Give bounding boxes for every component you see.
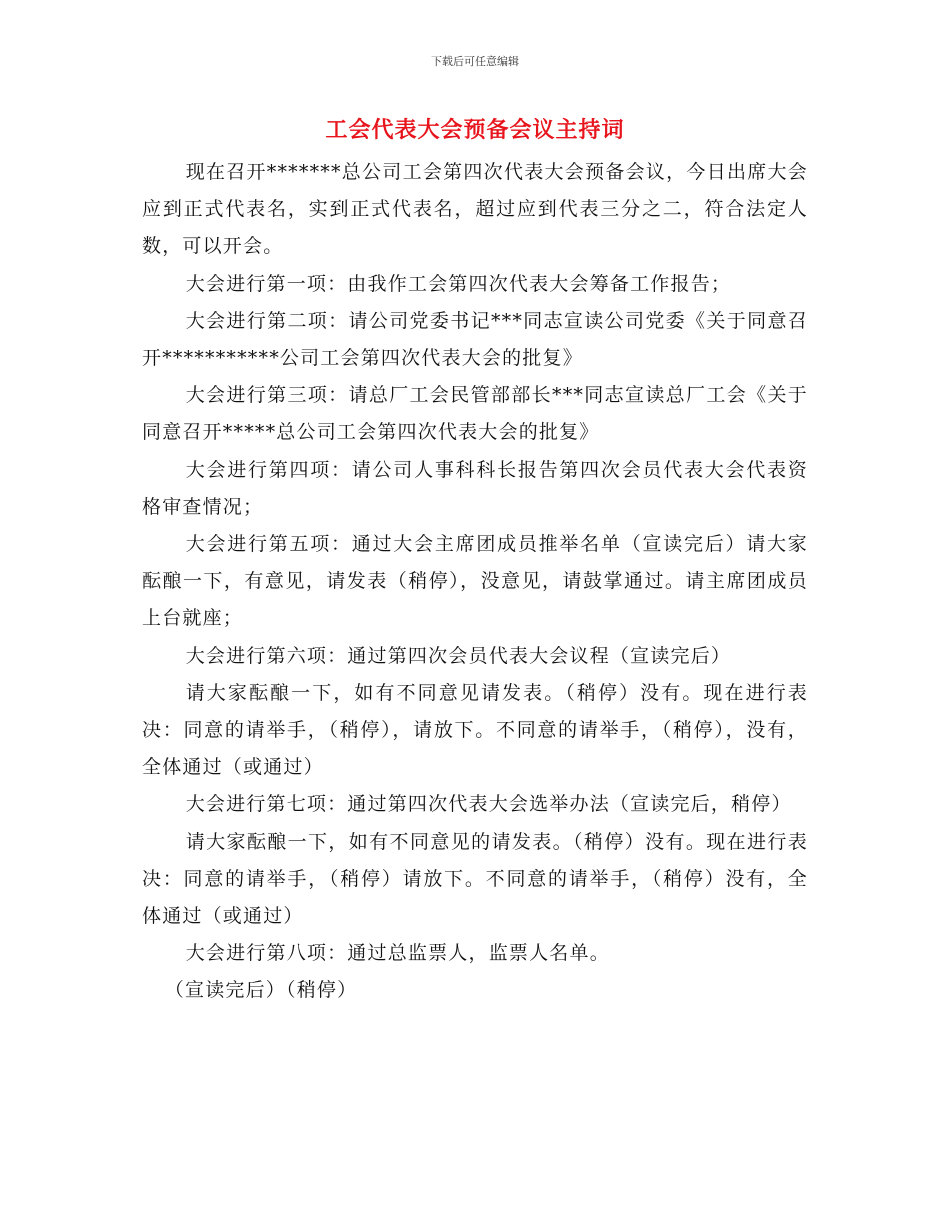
paragraph-opening: 现在召开*******总公司工会第四次代表大会预备会议，今日出席大会应到正式代表名，实到正式代表名，超过应到代表三分之二，符合法定人数，可以开会。 [142, 161, 808, 258]
paragraph-item-3: 大会进行第三项：请总厂工会民管部部长***同志宣读总厂工会《关于同意召开*****总公司工会第四次代表大会的批复》 [142, 384, 808, 444]
document-body [142, 154, 808, 1010]
paragraph-vote-2: 请大家酝酿一下，如有不同意见的请发表。（稍停）没有。现在进行表决：同意的请举手，（稍停）请放下。不同意的请举手，（稍停）没有，全体通过（或通过） [142, 830, 808, 928]
paragraph-item-7: 大会进行第七项：通过第四次代表大会选举办法（宣读完后，稍停） [185, 793, 792, 816]
paragraph-note: （宣读完后）（稍停） [164, 979, 358, 1002]
paragraph-item-8: 大会进行第八项：通过总监票人，监票人名单。 [185, 942, 610, 965]
paragraph-item-1: 大会进行第一项：由我作工会第四次代表大会筹备工作报告； [185, 272, 732, 295]
paragraph-item-6: 大会进行第六项：通过第四次会员代表大会议程（宣读完后） [185, 644, 732, 667]
header-note: 下载后可任意编辑 [431, 55, 519, 68]
paragraph-vote-1: 请大家酝酿一下，如有不同意见请发表。（稍停）没有。现在进行表决：同意的请举手，（稍停），请放下。不同意的请举手，（稍停），没有，全体通过（或通过） [142, 681, 808, 779]
paragraph-item-5: 大会进行第五项：通过大会主席团成员推举名单（宣读完后）请大家酝酿一下，有意见，请发表（稍停），没意见，请鼓掌通过。请主席团成员上台就座； [142, 533, 808, 630]
paragraph-item-4: 大会进行第四项：请公司人事科科长报告第四次会员代表大会代表资格审查情况； [142, 458, 808, 518]
document-title: 工会代表大会预备会议主持词 [325, 117, 625, 143]
paragraph-item-2: 大会进行第二项：请公司党委书记***同志宣读公司党委《关于同意召开***********公司工会第四次代表大会的批复》 [142, 309, 808, 370]
